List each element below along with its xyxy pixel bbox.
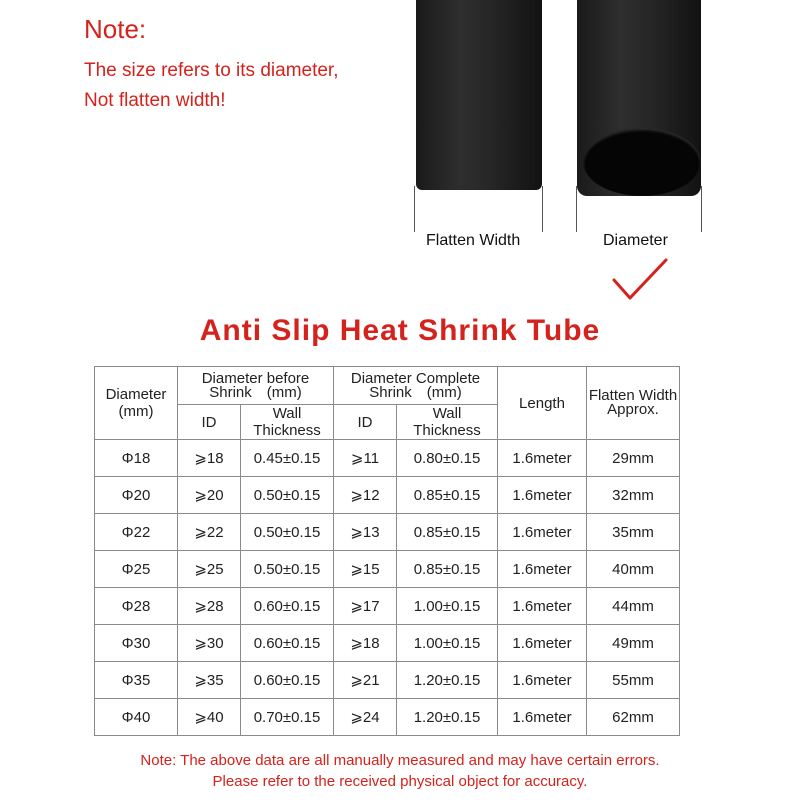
header-length: Length bbox=[498, 367, 587, 440]
table-row bbox=[95, 477, 680, 514]
header-wall-before: Wall Thickness bbox=[241, 405, 334, 440]
cell-id-before: ⩾20 bbox=[178, 477, 241, 514]
cell-id-complete: ⩾18 bbox=[334, 625, 397, 662]
cell-length: 1.6meter bbox=[498, 514, 587, 551]
tube-opening bbox=[583, 128, 701, 196]
cell-wall-before: 0.60±0.15 bbox=[241, 588, 334, 625]
diameter-bracket-left bbox=[576, 186, 577, 232]
cell-id-complete: ⩾15 bbox=[334, 551, 397, 588]
header-before-line2: Shrink (mm) bbox=[209, 383, 302, 401]
header-id-before: ID bbox=[178, 405, 241, 440]
cell-diameter: Φ30 bbox=[95, 625, 178, 662]
cell-id-complete: ⩾13 bbox=[334, 514, 397, 551]
note-line-flatten: Not flatten width! bbox=[84, 90, 226, 111]
cell-flatten-width: 55mm bbox=[587, 662, 680, 699]
header-diameter-unit: (mm) bbox=[118, 403, 154, 420]
cell-id-complete: ⩾24 bbox=[334, 699, 397, 736]
cell-diameter: Φ35 bbox=[95, 662, 178, 699]
cell-id-before: ⩾28 bbox=[178, 588, 241, 625]
cell-id-complete: ⩾17 bbox=[334, 588, 397, 625]
cell-wall-complete: 1.20±0.15 bbox=[397, 699, 498, 736]
cell-length: 1.6meter bbox=[498, 662, 587, 699]
header-diameter-label: Diameter bbox=[105, 386, 167, 403]
header-flatten-line1: Flatten Width bbox=[588, 387, 678, 404]
cell-id-complete: ⩾11 bbox=[334, 440, 397, 477]
cell-id-before: ⩾40 bbox=[178, 699, 241, 736]
cell-diameter: Φ25 bbox=[95, 551, 178, 588]
cell-diameter: Φ20 bbox=[95, 477, 178, 514]
cell-id-complete: ⩾21 bbox=[334, 662, 397, 699]
header-complete-line1: Diameter Complete bbox=[350, 369, 481, 387]
cell-wall-before: 0.70±0.15 bbox=[241, 699, 334, 736]
cell-diameter: Φ18 bbox=[95, 440, 178, 477]
cell-id-before: ⩾35 bbox=[178, 662, 241, 699]
cell-flatten-width: 40mm bbox=[587, 551, 680, 588]
header-flatten-width bbox=[587, 367, 680, 440]
cell-flatten-width: 32mm bbox=[587, 477, 680, 514]
cell-wall-complete: 0.85±0.15 bbox=[397, 514, 498, 551]
cell-wall-before: 0.50±0.15 bbox=[241, 551, 334, 588]
table-row bbox=[95, 699, 680, 736]
note-title: Note: bbox=[84, 14, 147, 44]
table-header-row bbox=[95, 367, 680, 405]
cell-length: 1.6meter bbox=[498, 440, 587, 477]
cell-flatten-width: 44mm bbox=[587, 588, 680, 625]
cell-wall-complete: 0.85±0.15 bbox=[397, 551, 498, 588]
table-row bbox=[95, 440, 680, 477]
header-diameter bbox=[95, 367, 178, 440]
header-before-line1: Diameter before bbox=[201, 369, 310, 387]
header-complete-line2: Shrink (mm) bbox=[369, 383, 462, 401]
header-complete-shrink bbox=[334, 367, 498, 405]
bottom-note-errors: Note: The above data are all manually measured and may have certain errors. bbox=[140, 752, 660, 769]
cell-length: 1.6meter bbox=[498, 625, 587, 662]
cell-wall-complete: 1.20±0.15 bbox=[397, 662, 498, 699]
table-row bbox=[95, 551, 680, 588]
table-row bbox=[95, 514, 680, 551]
product-title: Anti Slip Heat Shrink Tube bbox=[199, 314, 601, 347]
cell-length: 1.6meter bbox=[498, 699, 587, 736]
cell-wall-before: 0.60±0.15 bbox=[241, 625, 334, 662]
cell-flatten-width: 29mm bbox=[587, 440, 680, 477]
flatten-width-caption: Flatten Width bbox=[426, 232, 521, 249]
cell-wall-complete: 1.00±0.15 bbox=[397, 625, 498, 662]
cell-length: 1.6meter bbox=[498, 477, 587, 514]
note-line-diameter: The size refers to its diameter, bbox=[84, 60, 339, 81]
cell-flatten-width: 49mm bbox=[587, 625, 680, 662]
flattened-tube-image bbox=[416, 0, 542, 190]
cell-wall-before: 0.50±0.15 bbox=[241, 477, 334, 514]
cell-diameter: Φ22 bbox=[95, 514, 178, 551]
cell-flatten-width: 35mm bbox=[587, 514, 680, 551]
cell-wall-before: 0.50±0.15 bbox=[241, 514, 334, 551]
header-wall-complete: Wall Thickness bbox=[397, 405, 498, 440]
spec-table bbox=[94, 366, 680, 736]
cell-wall-before: 0.60±0.15 bbox=[241, 662, 334, 699]
cell-id-complete: ⩾12 bbox=[334, 477, 397, 514]
cell-diameter: Φ40 bbox=[95, 699, 178, 736]
table-row bbox=[95, 625, 680, 662]
cell-length: 1.6meter bbox=[498, 588, 587, 625]
flatten-bracket-left bbox=[414, 186, 415, 232]
cell-length: 1.6meter bbox=[498, 551, 587, 588]
header-id-complete: ID bbox=[334, 405, 397, 440]
bottom-note-accuracy: Please refer to the received physical object for accuracy. bbox=[212, 773, 588, 790]
cell-id-before: ⩾25 bbox=[178, 551, 241, 588]
header-flatten-line2: Approx. bbox=[607, 401, 659, 418]
diameter-caption: Diameter bbox=[603, 232, 668, 249]
cell-flatten-width: 62mm bbox=[587, 699, 680, 736]
diameter-bracket-right bbox=[701, 186, 702, 232]
cell-wall-complete: 1.00±0.15 bbox=[397, 588, 498, 625]
cell-diameter: Φ28 bbox=[95, 588, 178, 625]
check-mark-icon bbox=[612, 258, 668, 304]
cell-id-before: ⩾30 bbox=[178, 625, 241, 662]
cell-id-before: ⩾18 bbox=[178, 440, 241, 477]
cell-id-before: ⩾22 bbox=[178, 514, 241, 551]
cell-wall-complete: 0.80±0.15 bbox=[397, 440, 498, 477]
flatten-bracket-right bbox=[542, 186, 543, 232]
table-row bbox=[95, 588, 680, 625]
cell-wall-before: 0.45±0.15 bbox=[241, 440, 334, 477]
cell-wall-complete: 0.85±0.15 bbox=[397, 477, 498, 514]
table-row bbox=[95, 662, 680, 699]
header-before-shrink bbox=[178, 367, 334, 405]
